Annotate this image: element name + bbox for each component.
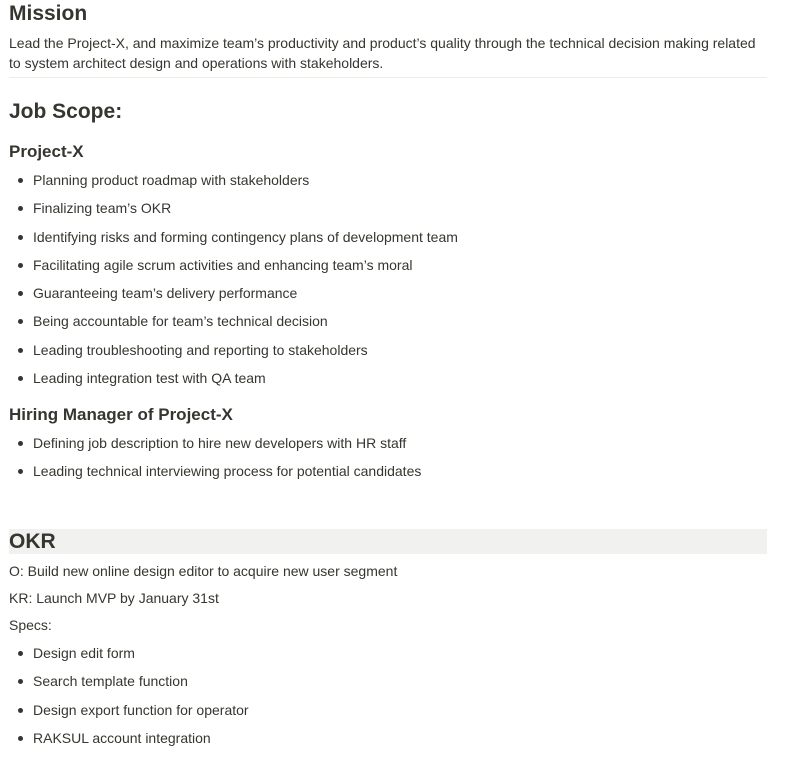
bullet-icon: [18, 263, 23, 268]
bullet-icon: [18, 441, 23, 446]
list-item: [9, 667, 249, 695]
list-item-text: Finalizing team’s OKR: [33, 200, 172, 217]
project-x-heading: Project-X: [9, 142, 84, 161]
list-item-text: Identifying risks and forming contingency plans of development team: [33, 228, 458, 245]
job-scope-heading: Job Scope:: [9, 100, 123, 123]
list-item-text: Design export function for operator: [33, 701, 249, 718]
list-item: [9, 429, 421, 457]
bullet-icon: [18, 679, 23, 684]
list-item: [9, 364, 458, 392]
bullet-icon: [18, 291, 23, 296]
bullet-icon: [18, 348, 23, 353]
mission-text: Lead the Project-X, and maximize team’s productivity and product’s quality through the technical decision making related to system architect design and operations with stakeholders.: [9, 35, 756, 71]
list-item-text: Guaranteeing team’s delivery performance: [33, 285, 298, 302]
list-item: [9, 307, 458, 335]
list-item: [9, 194, 458, 222]
bullet-icon: [18, 736, 23, 741]
list-item: [9, 279, 458, 307]
list-item-text: Search template function: [33, 673, 188, 690]
project-x-list: [9, 166, 458, 392]
list-item: [9, 457, 421, 485]
list-item: [9, 696, 249, 724]
okr-heading-highlight: [9, 529, 767, 554]
bullet-icon: [18, 178, 23, 183]
list-item-text: Planning product roadmap with stakeholders: [33, 172, 310, 188]
list-item-text: Design edit form: [33, 645, 135, 661]
list-item: [9, 251, 458, 279]
bullet-icon: [18, 651, 23, 656]
list-item-text: Leading technical interviewing process for potential candidates: [33, 463, 422, 480]
okr-key-result: KR: Launch MVP by January 31st: [9, 590, 219, 606]
bullet-icon: [18, 469, 23, 474]
list-item: [9, 724, 249, 752]
list-item-text: Leading integration test with QA team: [33, 370, 266, 387]
specs-list: [9, 639, 249, 752]
bullet-icon: [18, 235, 23, 240]
bullet-icon: [18, 206, 23, 211]
divider: [9, 77, 767, 78]
list-item-text: Defining job description to hire new developers with HR staff: [33, 435, 407, 451]
bullet-icon: [18, 319, 23, 324]
list-item: [9, 166, 458, 194]
bullet-icon: [18, 708, 23, 713]
okr-heading: OKR: [9, 530, 56, 553]
hiring-manager-heading: Hiring Manager of Project-X: [9, 405, 233, 424]
hiring-list: [9, 429, 421, 486]
list-item-text: Leading troubleshooting and reporting to stakeholders: [33, 341, 368, 358]
list-item: [9, 336, 458, 364]
list-item-text: Being accountable for team’s technical decision: [33, 313, 328, 330]
list-item: [9, 639, 249, 667]
specs-label: Specs:: [9, 617, 52, 633]
okr-objective: O: Build new online design editor to acquire new user segment: [9, 563, 398, 579]
bullet-icon: [18, 376, 23, 381]
list-item-text: RAKSUL account integration: [33, 729, 211, 746]
list-item: [9, 223, 458, 251]
mission-heading: Mission: [9, 2, 88, 25]
list-item-text: Facilitating agile scrum activities and enhancing team’s moral: [33, 256, 413, 273]
